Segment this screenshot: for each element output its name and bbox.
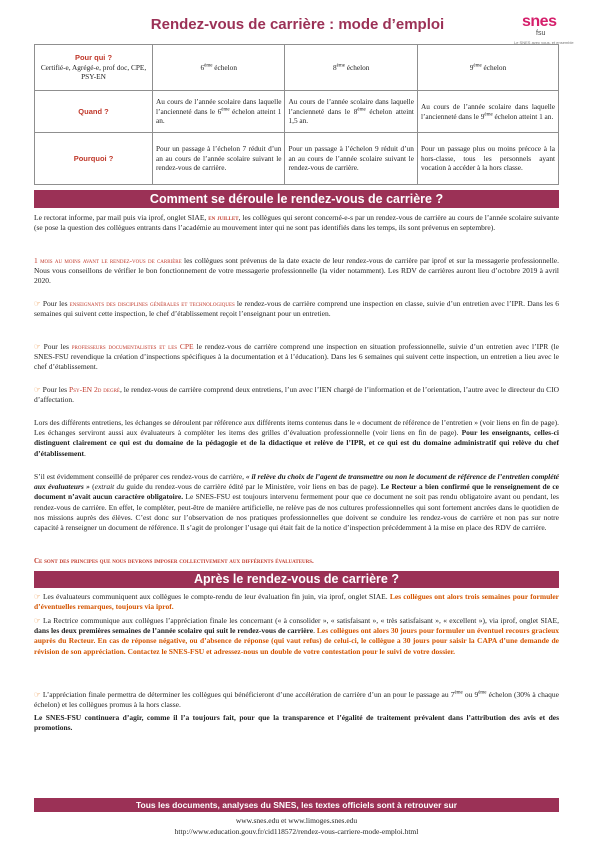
when-cell xyxy=(35,91,153,133)
paragraph-principles: Ce sont des principes que nous devrons imposer collectivement aux différents évaluateurs. xyxy=(34,557,314,565)
section-heading-process: Comment se déroule le rendez-vous de carrière ? xyxy=(34,190,559,208)
who-cell xyxy=(35,45,153,91)
table-row-who xyxy=(35,45,559,91)
arrow-right-icon: ☞ xyxy=(34,385,41,394)
paragraph-snes-commitment: Le SNES-FSU continuera d’agir, comme il l’a toujours fait, pour que la transparence et l’égalité de traitement prévalent dans l’attribution des avis et des promotions. xyxy=(34,713,559,733)
why-label: Pourquoi ? xyxy=(73,153,114,163)
career-table xyxy=(34,44,559,185)
paragraph-acceleration: ☞ L’appréciation finale permettra de déterminer les collègues qui bénéficieront d’une accélération de carrière d’un an pour le passage au 7ème ou 9ème échelon (30% à chaque échelon) et les collègues promus à la hors classe. xyxy=(34,690,559,710)
link-education-gouv[interactable]: http://www.education.gouv.fr/cid118572/rendez-vous-carriere-mode-emploi.html xyxy=(174,827,419,836)
col-header-9: 9ème échelon xyxy=(417,45,558,91)
paragraph-document-reference: S’il est évidemment conseillé de préparer ces rendez-vous de carrière, « il relève du choix de l’agent de transmettre ou non le document de référence de l’entretien complété aux évaluateurs » (extrait du guide du rendez-vous de carrière édité par le Ministère, voir liens en bas de page). Le Recteur a bien confirmé que le renseignement de ce document n’avait aucun caractère obligatoire. Le SNES-FSU est toujours intervenu fermement pour que ce document ne soit pas rendu obligatoire avant ou pendant, les rendez-vous de carrière. En effet, le compléter, peut-être de manière artificielle, ne relève pas de nos cultures professionnelles qui sont fortement ancrées dans le quotidien de nos missions auprès des élèves. C’est donc sur l’observation de nos pratiques professionnelles que doivent se conduire les rendez-vous de carrière et non pas sur notre capacité à renseigner un document de référence. Il s’agit de prolonger l’usage qui était fait de la notice d’inspection précédemment à la mise en place des RDV de carrière. xyxy=(34,472,560,533)
footer-band: Tous les documents, analyses du SNES, les textes officiels sont à retrouver sur xyxy=(34,798,559,812)
why-8: Pour un passage à l’échelon 9 réduit d’un an au cours de l’année scolaire suivant le rendez-vous de carrière. xyxy=(285,133,417,185)
arrow-right-icon: ☞ xyxy=(34,342,41,351)
footer-links xyxy=(34,815,559,837)
col-header-8: 8ème échelon xyxy=(285,45,417,91)
paragraph-report: ☞ Les évaluateurs communiquent aux collègues le compte-rendu de leur évaluation fin juin, via iprof, onglet SIAE. Les collègues ont alors trois semaines pour formuler d’éventuelles remarques, toujours via iprof. xyxy=(34,592,559,612)
paragraph-interviews: Lors des différents entretiens, les échanges se déroulent par référence aux différents items contenus dans le « document de référence de l’entretien » (voir liens en fin de page). Les échanges serviront aussi aux évaluateurs à compléter les items des grilles d’évaluation professionnelle (voir liens en fin de page). Pour les enseignants, celles-ci distinguent clairement ce qui est du domaine de la pédagogie et de la didactique et relève de l’IPR, et ce qui est du domaine administratif qui relève du chef d’établissement. xyxy=(34,418,559,458)
logo-tagline: Le SNES avec vous, et ensemble xyxy=(514,40,574,45)
logo-main-text: snes xyxy=(522,13,557,30)
paragraph-notice: 1 mois au moins avant le rendez-vous de carrière les collègues sont prévenus de la date exacte de leur rendez-vous de carrière par iprof et sur la messagerie professionnelle. Nous vous conseillons de vérifier le bon fonctionnement de votre messagerie professionnelle (la vider notamment). Les RDV de carrières auront lieu d’octobre 2019 à avril 2020. xyxy=(34,256,560,286)
section-heading-after: Après le rendez-vous de carrière ? xyxy=(34,571,559,588)
paragraph-psyen: ☞ Pour les Psy-EN 2d degré, le rendez-vous de carrière comprend deux entretiens, l’un avec l’IEN chargé de l’information et de l’orientation, l’autre avec le directeur du CIO d’affectation. xyxy=(34,385,559,405)
who-label: Pour qui ? xyxy=(74,53,113,63)
who-text: Certifié-e, Agrégé-e, prof doc, CPE, PSY-EN xyxy=(40,62,147,82)
arrow-right-icon: ☞ xyxy=(34,616,41,625)
arrow-right-icon: ☞ xyxy=(34,592,41,601)
when-label: Quand ? xyxy=(78,106,109,116)
arrow-right-icon: ☞ xyxy=(34,299,41,308)
why-9: Pour un passage plus ou moins précoce à la hors-classe, tous les personnels ayant vocation à accéder à la hors classe. xyxy=(417,133,558,185)
paragraph-information: Le rectorat informe, par mail puis via iprof, onglet SIAE, en juillet, les collègues qui seront concerné-e-s par un rendez-vous de carrière au cours de l’année scolaire suivante (se pose la question des collègues entrants dans l’académie au mouvement inter qui ne sont pas identifiés dans les temps, ils sont prévenus en septembre). xyxy=(34,213,559,233)
arrow-right-icon: ☞ xyxy=(34,690,41,699)
why-6: Pour un passage à l’échelon 7 réduit d’un an au cours de l’année scolaire suivant le rendez-vous de carrière. xyxy=(153,133,285,185)
when-9: Au cours de l’année scolaire dans laquelle l’ancienneté dans le 9ème échelon atteint 1 an. xyxy=(417,91,558,133)
paragraph-teachers: ☞ Pour les enseignants des disciplines générales et technologiques le rendez-vous de carrière comprend une inspection en classe, suivie d’un entretien avec l’IPR. Dans les 6 semaines qui suivent cette inspection, le chef d’établissement reçoit l’enseignant pour un entretien. xyxy=(34,299,559,319)
paragraph-documentalists: ☞ Pour les professeurs documentalistes et les CPE le rendez-vous de carrière comprend une inspection en situation professionnelle, suivie d’un entretien avec l’IPR (le SNES-FSU revendique la création d’inspections spécifiques à la documentation et à l’éducation). Dans les 6 semaines qui suivent cette inspection, un entretien a lieu avec le chef d’établissement. xyxy=(34,342,560,372)
link-snes[interactable]: www.snes.edu et www.limoges.snes.edu xyxy=(235,816,358,825)
paragraph-final-assessment: ☞ La Rectrice communique aux collègues l’appréciation finale les concernant (« à consolider », « satisfaisant », « très satisfaisant », « excellent »), via iprof, onglet SIAE, dans les deux premières semaines de l’année scolaire qui suit le rendez-vous de carrière. Les collègues ont alors 30 jours pour formuler un éventuel recours gracieux auprès du Recteur. En cas de réponse négative, ou d’absence de réponse (qui vaut refus) de celui-ci, le collègue a 30 jours pour saisir la CAPA d’une demande de révision de son appréciation. Contactez le SNES-FSU et adressez-nous un double de votre contestation pour le suivi de votre dossier. xyxy=(34,616,559,656)
table-row-why xyxy=(35,133,559,185)
col-header-6: 6ème échelon xyxy=(153,45,285,91)
when-8: Au cours de l’année scolaire dans laquelle l’ancienneté dans le 8ème échelon atteint 1,5 an. xyxy=(285,91,417,133)
why-cell xyxy=(35,133,153,185)
when-6: Au cours de l’année scolaire dans laquelle l’ancienneté dans le 6ème échelon atteint 1 an. xyxy=(153,91,285,133)
page-title: Rendez-vous de carrière : mode d’emploi xyxy=(150,16,445,33)
logo-sub-text: fsu xyxy=(536,30,546,37)
table-row-when xyxy=(35,91,559,133)
